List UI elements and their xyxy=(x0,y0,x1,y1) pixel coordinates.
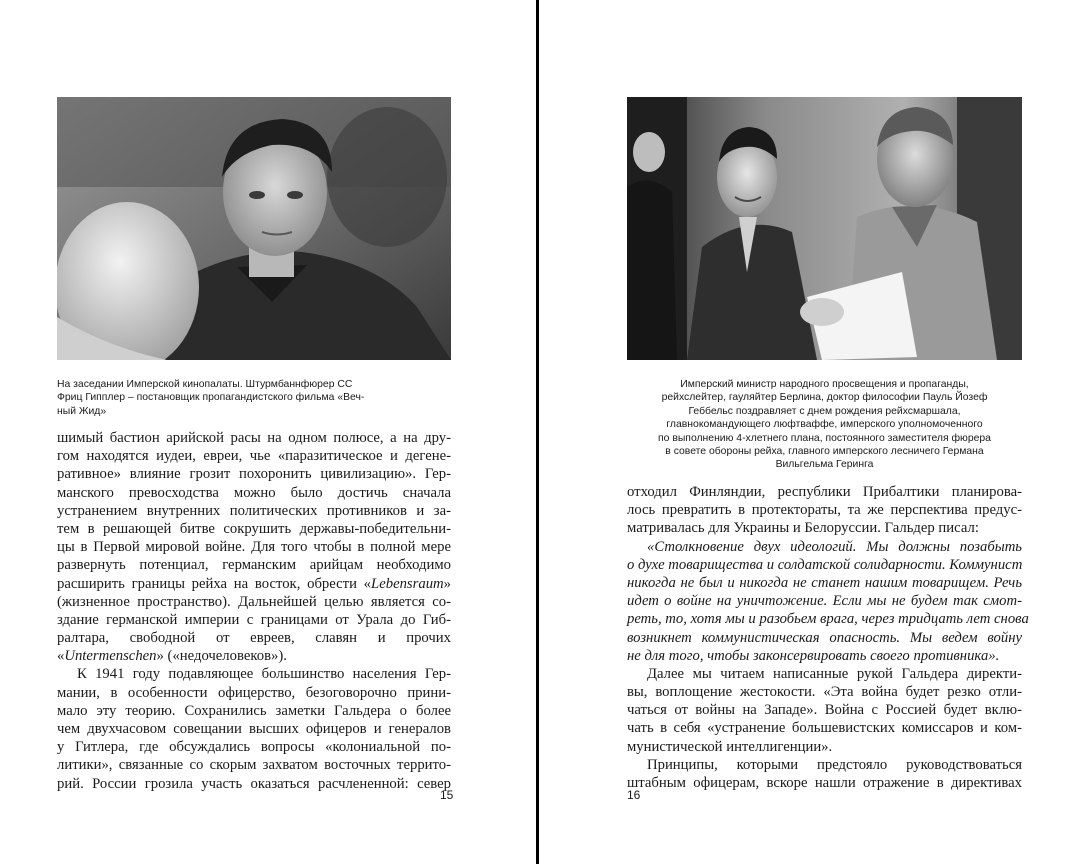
left-photo-image xyxy=(57,97,451,360)
text-line: К 1941 году подавляющее большинство населения Гер- xyxy=(77,666,451,683)
text-line: Далее мы читаем написанные рукой Гальдера директи- xyxy=(647,665,1022,682)
text-line: мало эту теорию. Сохранились заметки Гальдера о более xyxy=(57,702,451,719)
caption-line: Имперский министр народного просвещения и пропаганды, xyxy=(680,379,969,390)
caption-line: рейхслейтер, гауляйтер Берлина, доктор философии Пауль Йозеф xyxy=(661,392,988,404)
text-line: цы в Первой мировой войне. Для того чтобы в полной мере xyxy=(57,539,451,556)
right-photo-image xyxy=(627,97,1022,360)
right-page xyxy=(539,0,1076,864)
caption-line: На заседании Имперской кинопалаты. Штурмбаннфюрер СС xyxy=(57,379,353,390)
text-line: литики», связанные со скорым захватом восточных террито- xyxy=(57,757,451,774)
caption-line: по выполнению 4-хлетнего плана, постоянного заместителя фюрера xyxy=(658,432,991,444)
text-line: ралтара, свободной от евреев, славян и прочих xyxy=(57,630,451,647)
text-line: ративное» влияние грозит похоронить цивилизацию». Гер- xyxy=(57,466,451,483)
right-photo-caption xyxy=(627,378,1022,472)
text-line: мании, в особенности офицерство, безоговорочно прини- xyxy=(57,684,451,701)
text-line: тем в решающей битве сокрушить державы-победительни- xyxy=(57,520,451,537)
text-line: чем двухчасовом совещании высших офицеров и генералов xyxy=(57,721,451,737)
quote-line: «Столкновение двух идеологий. Мы должны позабыть xyxy=(647,538,1022,555)
text-line: штабным офицерам, вскоре нашли отражение в директивах xyxy=(627,775,1022,791)
quote-line: идет о войне на уничтожение. Если мы не будем так смот- xyxy=(627,593,1022,610)
text-line: лось превратить в протектораты, та же перспектива предус- xyxy=(627,502,1022,519)
right-body-text xyxy=(627,483,1029,792)
text-fragment: « xyxy=(57,648,65,665)
left-photo xyxy=(57,97,451,360)
left-page xyxy=(0,0,536,864)
text-line: чать в себя «устранение большевистских комиссаров и ком- xyxy=(627,720,1022,737)
text-line: развернуть потенциал, германским арийцам необходимо xyxy=(57,557,451,574)
text-line: мунистической интеллигенции». xyxy=(627,738,833,755)
text-line: гом находятся иудеи, евреи, чье «паразитическое и дегене- xyxy=(57,448,451,465)
quote-line: реть, то, хотя мы и разобьем врага, через тридцать лет снова xyxy=(627,611,1029,628)
text-line: вы, воплощение жестокости. «Эта война будет резко отли- xyxy=(627,684,1022,701)
page-number: 15 xyxy=(440,788,454,802)
lebensraum-term: Lebensraum xyxy=(371,575,444,592)
text-line xyxy=(57,575,451,593)
text-line: манского превосходства можно было достичь сначала xyxy=(57,484,451,501)
text-line xyxy=(57,647,451,665)
text-line: матривалась для Украины и Белоруссии. Гальдер писал: xyxy=(627,520,979,537)
caption-line: Геббельс поздравляет с днем рождения рейхсмаршала, xyxy=(688,405,961,417)
text-line: рий. России грозила участь оказаться расчлененной: север xyxy=(57,775,451,792)
left-photo-caption xyxy=(57,378,451,418)
caption-line: Вильгельма Геринга xyxy=(775,459,874,471)
caption-line: Фриц Гипплер – постановщик пропагандистского фильма «Веч- xyxy=(57,392,365,404)
text-line: (жизненное пространство). Дальнейшей целью является со- xyxy=(57,593,451,610)
quote-line: о духе товарищества и солдатской солидарности. Коммунист xyxy=(627,556,1023,573)
text-line: здание германской империи с границами от Урала до Гиб- xyxy=(57,611,451,628)
quote-line: никогда не был и никогда не станет нашим товарищем. Речь xyxy=(627,574,1022,591)
left-body-text xyxy=(57,429,451,793)
caption-line: в совете обороны рейха, главного имперского лесничего Германа xyxy=(665,446,984,458)
text-line: отходил Финляндии, республики Прибалтики планирова- xyxy=(627,484,1022,500)
text-line: устранением внутренних политических противников и за- xyxy=(57,502,451,519)
page-number: 16 xyxy=(627,788,641,802)
text-line: у Гитлера, где обсуждались вопросы «колониальной по- xyxy=(57,739,451,756)
quote-line: не для того, чтобы законсервировать своего противника». xyxy=(627,647,1000,664)
caption-line: ный Жид» xyxy=(57,405,107,417)
text-fragment: расширить границы рейха на восток, обрести « xyxy=(57,575,372,592)
quote-line: возникнет коммунистическая опасность. Мы ведем войну xyxy=(627,629,1022,646)
text-fragment: » xyxy=(443,575,451,592)
text-line: чаться от войны на Западе». Война с Россией будет вклю- xyxy=(627,702,1022,719)
text-line: Принципы, которыми предстояло руководствоваться xyxy=(647,756,1022,773)
text-fragment: » («недочеловеков»). xyxy=(156,648,287,665)
right-photo xyxy=(627,97,1022,360)
untermenschen-term: Untermenschen xyxy=(64,648,157,665)
text-line: шимый бастион арийской расы на одном полюсе, а на дру- xyxy=(57,430,451,446)
caption-line: главнокомандующего люфтваффе, имперского уполномоченного xyxy=(666,419,983,431)
